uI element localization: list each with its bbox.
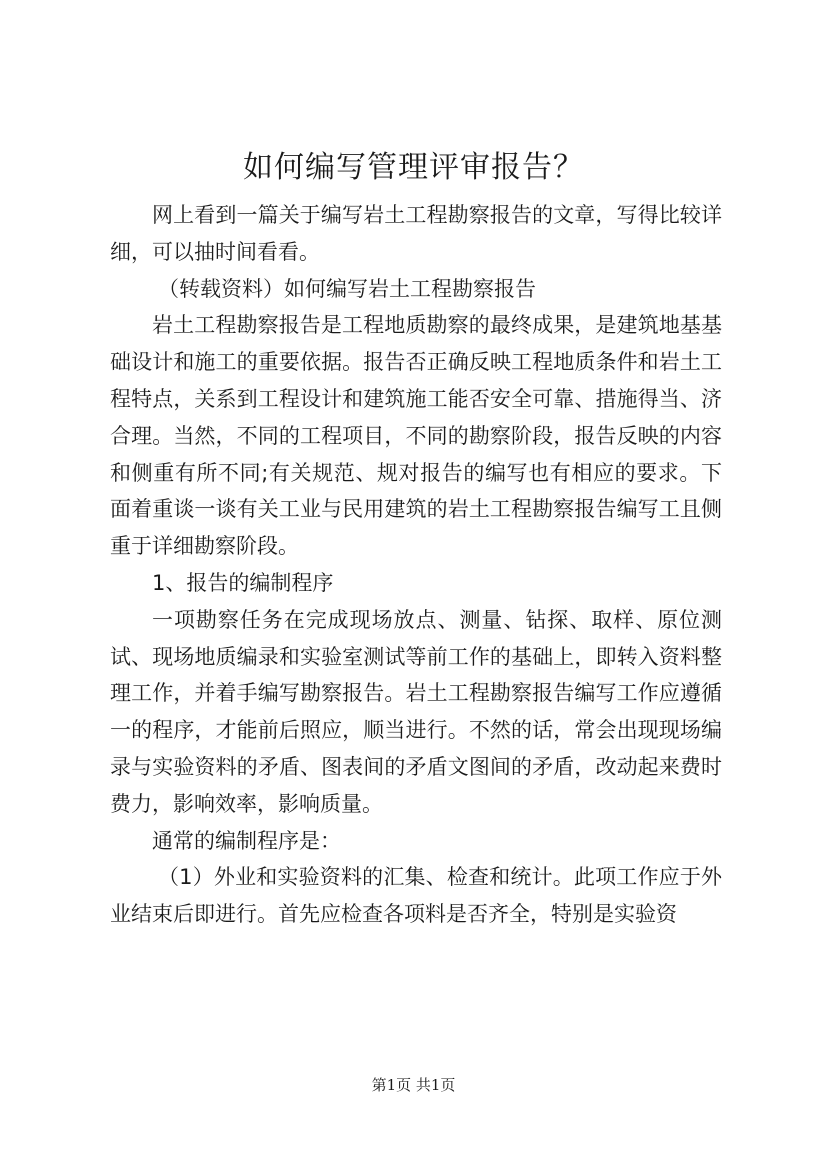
paragraph-usual-procedure: 通常的编制程序是： (152, 828, 341, 853)
page-number-footer: 第1页 共1页 (371, 1076, 456, 1094)
paragraph-step-1: （1）外业和实验资料的汇集、检查和统计。此项工作应于外业结束后即进行。首先应检查各项料是否齐全，特别是实验资 (110, 865, 722, 927)
paragraph-intro: 网上看到一篇关于编写岩土工程勘察报告的文章，写得比较详细，可以抽时间看看。 (110, 203, 722, 264)
document-body (110, 197, 722, 933)
document-title: 如何编写管理评审报告？ (243, 150, 584, 185)
section-heading-1: 1、报告的编制程序 (152, 570, 334, 595)
paragraph-reprint-heading: （转载资料）如何编写岩土工程勘察报告 (158, 276, 536, 301)
paragraph-procedure: 一项勘察任务在完成现场放点、测量、钻探、取样、原位测试、现场地质编录和实验室测试等前工作的基础上，即转入资料整理工作，并着手编写勘察报告。岩土工程勘察报告编写工作应遵循一的程序，才能前后照应，顺当进行。不然的话，常会出现现场编录与实验资料的矛盾、图表间的矛盾文图间的矛盾，改动起来费时费力，影响效率，影响质量。 (110, 607, 722, 816)
paragraph-overview: 岩土工程勘察报告是工程地质勘察的最终成果，是建筑地基基础设计和施工的重要依据。报告否正确反映工程地质条件和岩土工程特点，关系到工程设计和建筑施工能否安全可靠、措施得当、济合理。当然，不同的工程项目，不同的勘察阶段，报告反映的内容和侧重有所不同;有关规范、规对报告的编写也有相应的要求。下面着重谈一谈有关工业与民用建筑的岩土工程勘察报告编写工且侧重于详细勘察阶段。 (110, 313, 722, 559)
